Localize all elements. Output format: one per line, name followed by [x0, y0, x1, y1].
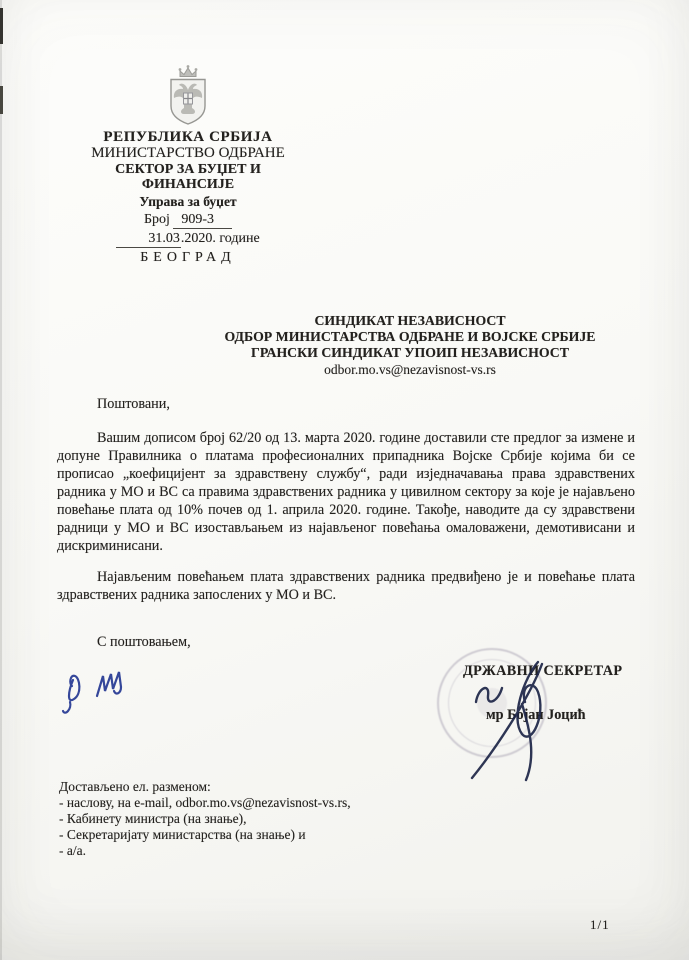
serbia-coat-of-arms-icon — [164, 63, 212, 127]
recipient-board: ОДБОР МИНИСТАРСТВА ОДБРАНЕ И ВОЈСКЕ СРБИЈЕ — [224, 329, 596, 344]
letterhead-department: Управа за буџет — [139, 194, 237, 209]
signatory-name: мр Бојан Јоцић — [486, 707, 586, 723]
letterhead-sector: СЕКТОР ЗА БУЏЕТ И ФИНАНСИЈЕ — [115, 162, 261, 192]
scan-edge-mark — [0, 8, 3, 44]
letterhead-city: БЕОГРАД — [140, 250, 236, 265]
delivery-heading: Достављено ел. разменом: — [59, 779, 211, 794]
letter-body — [57, 395, 635, 651]
recipient-email: odbor.mo.vs@nezavisnost-vs.rs — [324, 362, 496, 377]
letterhead — [72, 63, 304, 265]
recipient-union: ГРАНСКИ СИНДИКАТ УПОИП НЕЗАВИСНОСТ — [251, 345, 569, 360]
recipient-block — [200, 313, 620, 378]
body-paragraph-2: Најављеним повећањем плата здравствених радника предвиђено је и повећање плата здравствених радника запослених у МО и ВС. — [57, 569, 635, 603]
letter-date-suffix: .2020. године — [180, 231, 260, 246]
letterhead-country: РЕПУБЛИКА СРБИЈА — [103, 129, 273, 145]
delivery-item: - а/а. — [59, 843, 86, 858]
letter-date-line — [72, 231, 304, 246]
salutation: Поштовани, — [97, 396, 170, 412]
handwritten-signature — [448, 644, 588, 784]
scan-edge-mark — [0, 86, 3, 114]
delivery-item: - наслову, на e-mail, odbor.mo.vs@nezavisnost-vs.rs, — [59, 795, 351, 810]
letter-number-value: 909-3 — [173, 212, 232, 229]
letter-date-value: 31.03 — [116, 231, 181, 248]
closing-salutation: С поштовањем, — [97, 634, 191, 650]
page-number: 1/1 — [590, 917, 610, 932]
letterhead-ministry: МИНИСТАРСТВО ОДБРАНЕ — [91, 145, 285, 161]
letter-number-line — [72, 212, 304, 227]
signatory-title: ДРЖАВНИ СЕКРЕТАР — [463, 663, 623, 679]
handwritten-initials-blue — [55, 656, 155, 728]
letter-number-label: Број — [143, 212, 170, 227]
delivery-note — [59, 779, 351, 859]
delivery-item: - Секретаријату министарства (на знање) и — [59, 827, 306, 842]
delivery-item: - Кабинету министра (на знање), — [59, 811, 247, 826]
recipient-organization: СИНДИКАТ НЕЗАВИСНОСТ — [314, 313, 506, 328]
scan-edge-artifact — [0, 0, 2, 960]
body-paragraph-1: Вашим дописом број 62/20 од 13. марта 2020. године доставили сте предлог за измене и допуне Правилника о платама професионалних припадника Војске Србије којима би се прописао „коефицијент за здравствену службу“, ради изједначавања права здравствених радника у МО и ВС са правима здравствених радника у цивилном сектору за које је најављено повећање плата од 10% почев од 1. априла 2020. године. Такође, наводите да су здравствени радници у МО и ВС изостављањем из најављеног повећања омаловажени, демотивисани и дискриминисани. — [57, 430, 635, 554]
